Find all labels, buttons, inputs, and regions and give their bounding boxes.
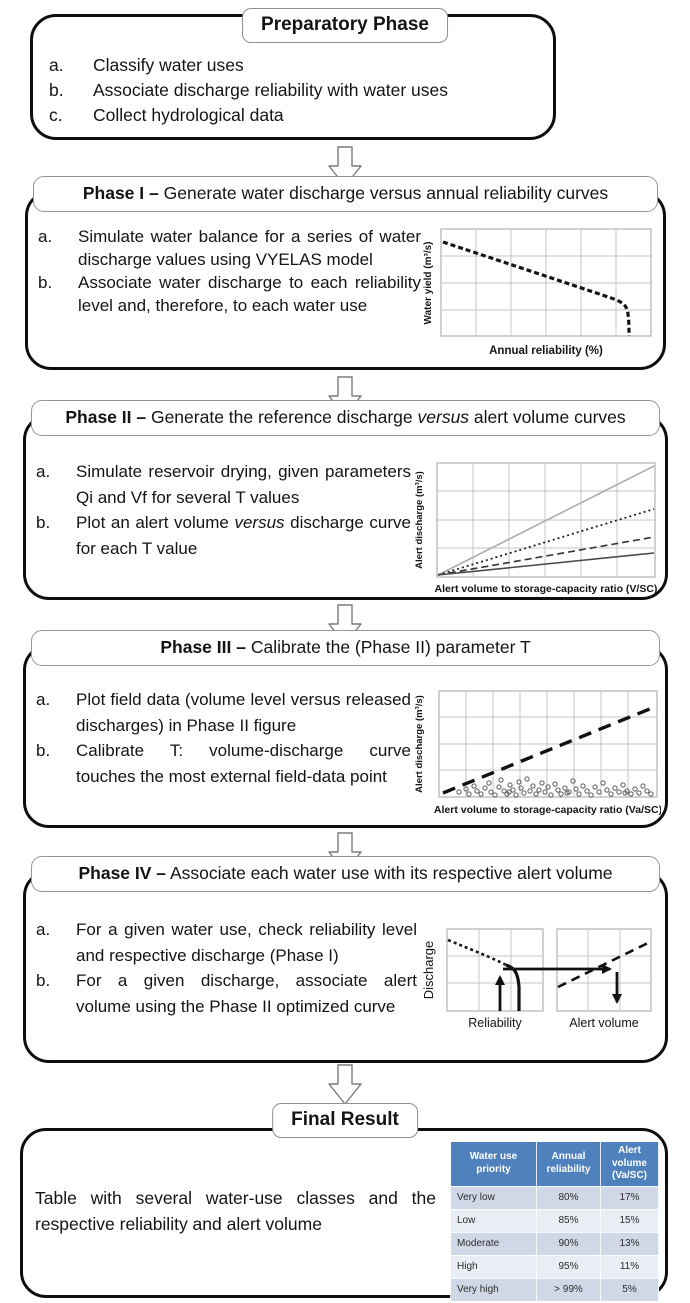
field-data-point: [613, 786, 617, 790]
preparatory-title-label: Preparatory Phase: [261, 14, 429, 35]
phase1-chart: [421, 226, 657, 369]
table-cell: 80%: [537, 1186, 601, 1209]
field-data-point: [556, 788, 560, 792]
field-data-point: [581, 784, 585, 788]
phase-title-bold: Phase II –: [65, 407, 147, 427]
field-data-point: [528, 789, 532, 793]
phase1-item-list: [38, 226, 421, 317]
field-data-point: [601, 781, 605, 785]
list-item-marker: a.: [49, 55, 64, 75]
table-row: [451, 1209, 659, 1232]
phase-title-bold: Phase III –: [160, 637, 246, 657]
field-data-point: [593, 785, 597, 789]
table-header-cell: Water use priority: [451, 1142, 537, 1187]
field-data-point: [499, 778, 503, 782]
calibration-chart: [411, 687, 661, 825]
phase-title-text: Calibrate the (Phase II) parameter T: [245, 637, 531, 657]
phase-title-bold: Phase I –: [82, 183, 159, 203]
phase1-box: [25, 183, 666, 370]
field-data-point: [621, 783, 625, 787]
x-axis-label-right: Alert volume: [569, 1016, 639, 1030]
field-data-point: [457, 790, 461, 794]
field-data-point: [559, 792, 563, 796]
field-data-point: [637, 791, 641, 795]
field-data-point: [531, 784, 535, 788]
field-data-point: [577, 792, 581, 796]
list-item: [49, 103, 541, 128]
y-axis-label: Water yield (m³/s): [423, 241, 434, 325]
table-cell: 90%: [537, 1232, 601, 1255]
field-data-point: [534, 792, 538, 796]
list-item-text: Associate discharge reliability with water uses: [93, 79, 449, 100]
phase-title-text: Generate water discharge versus annual reliability curves: [158, 183, 609, 203]
down-arrow-icon: [328, 1064, 362, 1105]
y-axis-label: Alert discharge (m³/s): [414, 471, 425, 569]
phase2-chart: [411, 459, 661, 606]
list-item: [36, 738, 411, 789]
field-data-point: [585, 789, 589, 793]
list-item: [36, 968, 417, 1019]
lookup-panels-chart: [417, 925, 657, 1037]
list-item: [36, 917, 417, 968]
field-data-point: [525, 777, 529, 781]
priority-table: [450, 1141, 659, 1302]
field-data-point: [508, 783, 512, 787]
field-data-scatter: [457, 777, 653, 797]
field-data-point: [537, 788, 541, 792]
field-data-point: [467, 792, 471, 796]
list-item-text: Simulate water balance for a series of water discharge values using VYELAS model: [78, 227, 421, 269]
field-data-point: [479, 792, 483, 796]
x-axis-label: Alert volume to storage-capacity ratio (Va/SC): [433, 804, 661, 816]
table-row: [451, 1255, 659, 1278]
field-data-point: [633, 787, 637, 791]
list-item: [38, 272, 421, 318]
list-item-marker: a.: [38, 227, 53, 246]
field-data-point: [629, 792, 633, 796]
list-item-text: For a given water use, check reliability level and respective discharge (Phase I): [76, 920, 417, 965]
phase-title-italic: versus: [417, 407, 470, 427]
phase2-box: [23, 407, 668, 600]
table-header-row: [451, 1142, 659, 1187]
table-cell: High: [451, 1255, 537, 1278]
field-data-point: [489, 790, 493, 794]
list-item-marker: a.: [36, 690, 51, 709]
reliability-curve-dotted: [448, 940, 506, 965]
final-result-box: [20, 1128, 668, 1298]
calibrated-t-curve: [443, 706, 657, 793]
field-data-point: [553, 782, 557, 786]
field-data-point: [483, 786, 487, 790]
table-cell: 85%: [537, 1209, 601, 1232]
phase3-item-list: [36, 687, 411, 789]
table-cell: 5%: [601, 1278, 659, 1301]
list-item-text: For a given discharge, associate alert volume using the Phase II optimized curve: [76, 971, 417, 1016]
field-data-point: [574, 787, 578, 791]
list-item: [36, 459, 411, 510]
table-row: [451, 1232, 659, 1255]
list-item-text: Plot an alert volume versus discharge curve for each T value: [76, 513, 411, 558]
field-data-point: [563, 786, 567, 790]
field-data-point: [540, 781, 544, 785]
alert-volume-discharge-chart: [411, 459, 661, 601]
table-header-cell: Alert volume (Va/SC): [601, 1142, 659, 1187]
list-item-text: Collect hydrological data: [93, 104, 284, 125]
y-axis-label: Alert discharge (m³/s): [414, 695, 425, 793]
field-data-point: [472, 784, 476, 788]
t-line-solid: [438, 553, 654, 575]
list-item-marker: b.: [49, 79, 64, 100]
table-cell: 11%: [601, 1255, 659, 1278]
field-data-point: [597, 790, 601, 794]
field-data-point: [641, 784, 645, 788]
list-item-marker: b.: [36, 971, 51, 990]
table-cell: Very high: [451, 1278, 537, 1301]
list-item-marker: b.: [36, 513, 51, 532]
list-item-marker: a.: [36, 920, 51, 939]
field-data-point: [543, 790, 547, 794]
t-line-dotted: [438, 509, 654, 575]
list-item: [36, 687, 411, 738]
field-data-point: [475, 789, 479, 793]
list-item: [49, 78, 541, 103]
list-item-marker: b.: [36, 741, 51, 760]
list-item-marker: a.: [36, 462, 51, 481]
chart-grid: [441, 229, 651, 336]
list-item-marker: b.: [38, 272, 53, 292]
field-data-point: [649, 792, 653, 796]
phase3-box: [23, 637, 668, 828]
preparatory-phase-title: [242, 8, 448, 43]
table-header-cell: Annual reliability: [537, 1142, 601, 1187]
table-cell: > 99%: [537, 1278, 601, 1301]
table-cell: 17%: [601, 1186, 659, 1209]
phase4-box: [23, 863, 668, 1063]
x-axis-label-left: Reliability: [468, 1016, 522, 1030]
phase-title-text: Associate each water use with its respective alert volume: [166, 863, 613, 883]
table-cell: 13%: [601, 1232, 659, 1255]
y-axis-label: Discharge: [421, 940, 436, 1000]
field-data-point: [487, 781, 491, 785]
list-item-text: Classify water uses: [93, 55, 244, 75]
table-cell: Low: [451, 1209, 537, 1232]
x-axis-label: Annual reliability (%): [489, 345, 603, 357]
field-data-point: [522, 791, 526, 795]
final-result-table: [450, 1141, 659, 1302]
list-item-text: Associate water discharge to each reliability level and, therefore, to each water use: [78, 272, 421, 315]
list-item: [49, 53, 541, 78]
field-data-point: [609, 792, 613, 796]
alert-volume-curve-dashed: [558, 942, 650, 987]
list-item-marker: c.: [49, 104, 63, 125]
phase4-item-list: [36, 917, 417, 1019]
final-result-label: Final Result: [291, 1109, 399, 1130]
list-item: [36, 510, 411, 561]
final-result-text: Table with several water-use classes and the respective reliability and alert volume: [35, 1188, 436, 1235]
phase4-chart: [417, 917, 657, 1042]
table-cell: Moderate: [451, 1232, 537, 1255]
phase3-chart: [411, 687, 661, 830]
phase4-title: [31, 856, 660, 892]
table-row: [451, 1278, 659, 1301]
final-result-title: [272, 1103, 418, 1138]
table-cell: 15%: [601, 1209, 659, 1232]
phase2-item-list: [36, 459, 411, 561]
phase-title-bold: Phase IV –: [78, 863, 167, 883]
list-item-text: Calibrate T: volume-discharge curve touches the most external field-data point: [76, 741, 411, 786]
field-data-point: [497, 785, 501, 789]
phase-title-text: Generate the reference discharge: [146, 407, 418, 427]
list-item-text: Plot field data (volume level versus released discharges) in Phase II figure: [76, 690, 411, 735]
table-cell: Very low: [451, 1186, 537, 1209]
phase3-title: [31, 630, 660, 666]
phase2-title: Phase II – Generate the reference discharge versus alert volume curves: [31, 400, 660, 436]
table-row: [451, 1186, 659, 1209]
yield-reliability-chart: [421, 226, 657, 364]
field-data-point: [645, 789, 649, 793]
reliability-curve-solid: [506, 965, 519, 1011]
list-item: [38, 226, 421, 272]
table-cell: 95%: [537, 1255, 601, 1278]
field-data-point: [605, 788, 609, 792]
phase1-title: [33, 176, 658, 212]
x-axis-label: Alert volume to storage-capacity ratio (V/SC): [434, 583, 658, 595]
field-data-point: [617, 790, 621, 794]
list-item-text: Simulate reservoir drying, given parameters Qi and Vf for several T values: [76, 462, 411, 507]
